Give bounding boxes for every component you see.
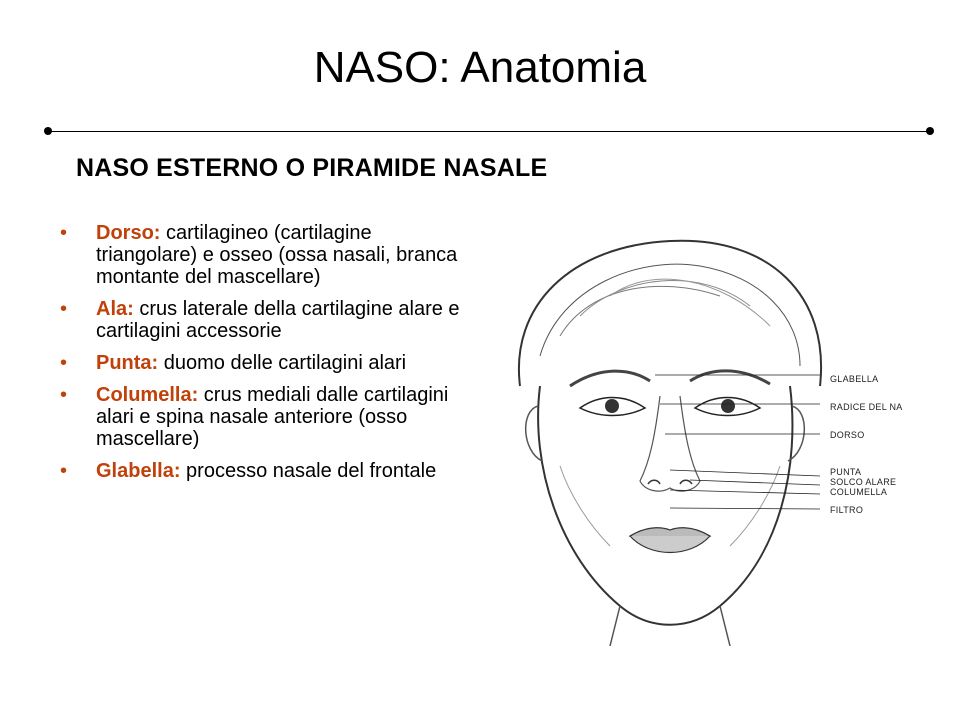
bullet-item-ala <box>58 298 468 342</box>
label-glabella: GLABELLA <box>830 374 879 384</box>
label-dorso: DORSO <box>830 430 865 440</box>
rule-right-dot <box>926 127 934 135</box>
bullet-text: cartilagineo (cartilagine triangolare) e osseo (ossa nasali, branca montante del mascellare) <box>96 222 458 288</box>
section-subtitle: NASO ESTERNO O PIRAMIDE NASALE <box>76 154 548 182</box>
bullet-term: Punta: <box>96 352 159 374</box>
bullet-text: crus laterale della cartilagine alare e cartilagini accessorie <box>96 298 460 342</box>
bullet-item-glabella <box>58 460 468 482</box>
bullet-text: crus mediali dalle cartilagini alari e spina nasale anteriore (osso mascellare) <box>96 384 449 450</box>
bullet-term: Glabella: <box>96 460 181 482</box>
bullet-item-columella <box>58 384 468 450</box>
bullet-marker: • <box>60 352 68 374</box>
bullet-marker: • <box>60 460 68 482</box>
bullet-item-punta <box>58 352 468 374</box>
title-divider <box>48 131 930 132</box>
bullet-list <box>58 222 468 492</box>
face-illustration <box>500 236 910 646</box>
face-drawing <box>500 236 910 646</box>
bullet-marker: • <box>60 298 68 320</box>
label-radice-del-naso: RADICE DEL NA <box>830 402 903 412</box>
bullet-marker: • <box>60 384 68 406</box>
bullet-term: Ala: <box>96 298 134 320</box>
bullet-text: duomo delle cartilagini alari <box>158 352 407 374</box>
label-punta: PUNTA <box>830 467 862 477</box>
bullet-marker: • <box>60 222 68 244</box>
slide-title: NASO: Anatomia <box>313 43 647 92</box>
label-columella: COLUMELLA <box>830 487 888 497</box>
label-solco-alare: SOLCO ALARE <box>830 477 897 487</box>
bullet-text: processo nasale del frontale <box>180 460 437 482</box>
bullet-term: Dorso: <box>96 222 161 244</box>
bullet-item-dorso <box>58 222 468 288</box>
bullet-term: Columella: <box>96 384 199 406</box>
label-filtro: FILTRO <box>830 505 864 515</box>
